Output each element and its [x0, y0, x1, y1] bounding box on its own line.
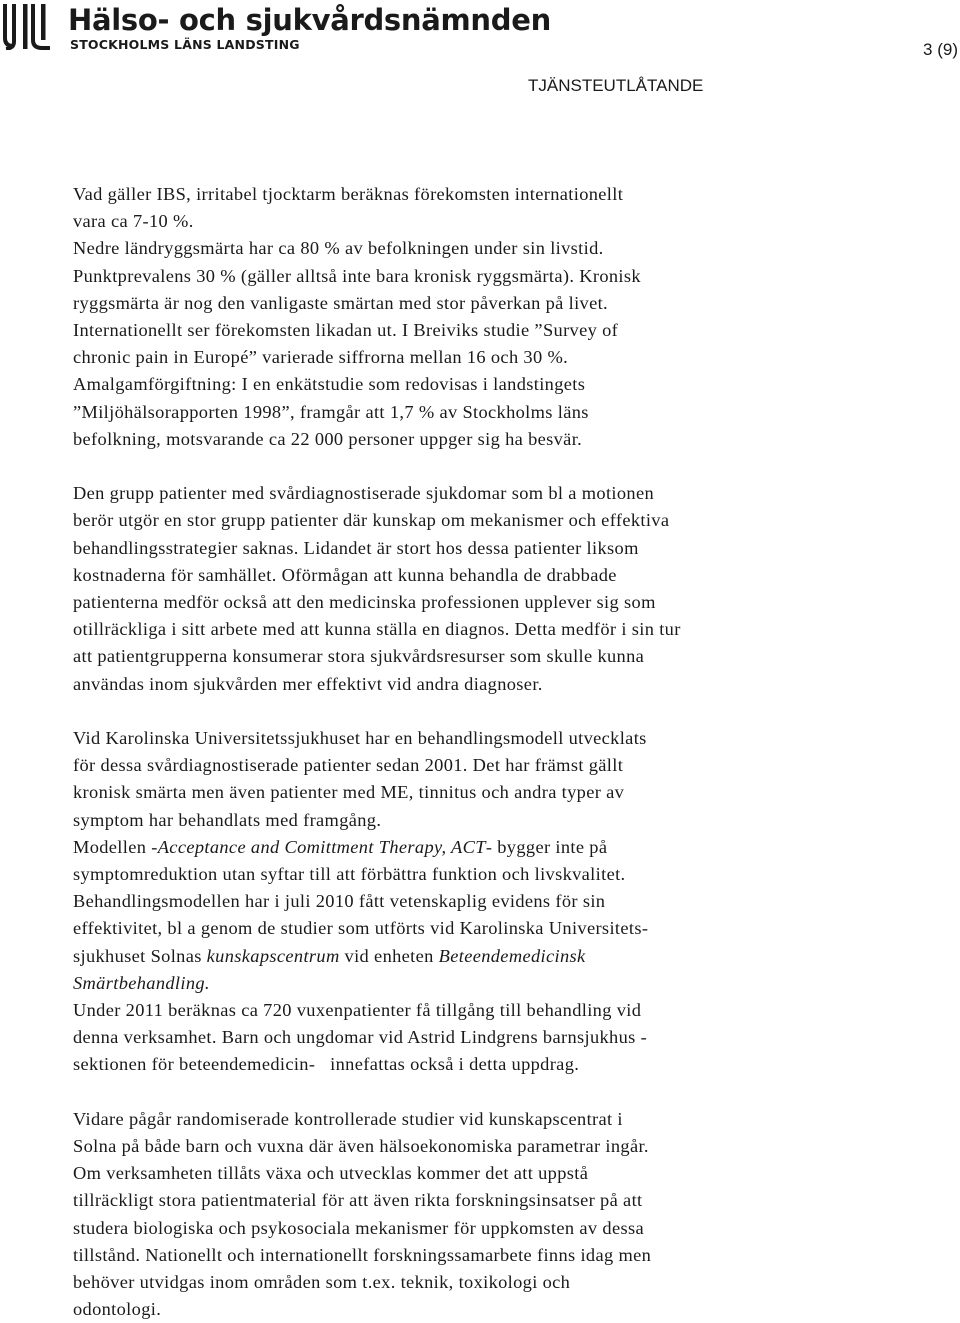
document-type: TJÄNSTEUTLÅTANDE [528, 76, 704, 95]
solnas-middle: vid enheten [339, 945, 439, 966]
text-line: sektionen för beteendemedicin- innefattas också i detta uppdrag. [73, 1054, 580, 1075]
solnas-prefix: sjukhuset Solnas [73, 945, 207, 966]
text-line: för dessa svårdiagnostiserade patienter sedan 2001. Det har främst gällt [73, 755, 624, 776]
text-line: behandlingsstrategier saknas. Lidandet är stort hos dessa patienter liksom [73, 537, 639, 558]
modellen-suffix: - bygger inte på [485, 836, 608, 857]
text-line: Punktprevalens 30 % (gäller alltså inte bara kronisk ryggsmärta). Kronisk [73, 265, 641, 286]
text-line-smartbehandling [73, 970, 803, 997]
letterhead [0, 0, 960, 95]
landsting-logo-icon [2, 2, 52, 50]
text-line: Vid Karolinska Universitetssjukhuset har en behandlingsmodell utvecklats [73, 728, 647, 749]
text-line: att patientgrupperna konsumerar stora sjukvårdsresurser som skulle kunna [73, 646, 645, 667]
text-line: otillräckliga i sitt arbete med att kunna ställa en diagnos. Detta medför i sin tur [73, 619, 681, 640]
text-line: vara ca 7-10 %. [73, 211, 194, 232]
text-line: Under 2011 beräknas ca 720 vuxenpatienter få tillgång till behandling vid [73, 1000, 642, 1021]
paragraph-karolinska [73, 725, 803, 1079]
text-line: Internationellt ser förekomsten likadan ut. I Breiviks studie ”Survey of [73, 320, 619, 341]
text-line: berör utgör en stor grupp patienter där kunskap om mekanismer och effektiva [73, 510, 670, 531]
text-line-modellen [73, 834, 803, 861]
paragraph-prevalence [73, 181, 803, 453]
text-line: symptomreduktion utan syftar till att förbättra funktion och livskvalitet. [73, 864, 626, 885]
text-line: Vad gäller IBS, irritabel tjocktarm beräknas förekomsten internationellt [73, 184, 624, 204]
paragraph-spacer [73, 453, 803, 480]
page-number: 3 (9) [923, 40, 958, 59]
text-line: tillstånd. Nationellt och internationellt forskningssamarbete finns idag men [73, 1244, 652, 1265]
modellen-prefix: Modellen - [73, 836, 158, 857]
org-name: Hälso- och sjukvårdsnämnden [68, 3, 551, 37]
text-line: ”Miljöhälsorapporten 1998”, framgår att 1,7 % av Stockholms läns [73, 401, 589, 422]
text-line: användas inom sjukvården mer effektivt vid andra diagnoser. [73, 673, 543, 694]
text-line: ryggsmärta är nog den vanligaste smärtan med stor påverkan på livet. [73, 292, 608, 313]
text-line: symptom har behandlats med framgång. [73, 809, 382, 830]
text-line: tillräckligt stora patientmaterial för att även rikta forskningsinsatser på att [73, 1190, 643, 1211]
text-line: patienterna medför också att den medicinska professionen upplever sig som [73, 592, 656, 613]
paragraph-research [73, 1106, 803, 1323]
text-line: Behandlingsmodellen har i juli 2010 fått vetenskaplig evidens för sin [73, 891, 606, 912]
text-line: denna verksamhet. Barn och ungdomar vid Astrid Lindgrens barnsjukhus - [73, 1027, 648, 1048]
text-line: behöver utvidgas inom områden som t.ex. teknik, toxikologi och [73, 1272, 571, 1293]
text-line: kostnaderna för samhället. Oförmågan att kunna behandla de drabbade [73, 564, 617, 585]
text-line: effektivitet, bl a genom de studier som utförts vid Karolinska Universitets- [73, 918, 649, 939]
text-line: Solna på både barn och vuxna där även hälsoekonomiska parametrar ingår. [73, 1136, 649, 1157]
smartbehandling-term: Smärtbehandling. [73, 972, 210, 993]
document-body [73, 181, 803, 1323]
text-line-solnas [73, 943, 803, 970]
text-line: befolkning, motsvarande ca 22 000 personer uppger sig ha besvär. [73, 428, 583, 449]
paragraph-spacer [73, 1079, 803, 1106]
paragraph-patient-group [73, 480, 803, 698]
text-line: Vidare pågår randomiserade kontrollerade studier vid kunskapscentrat i [73, 1108, 623, 1129]
text-line: kronisk smärta men även patienter med ME, tinnitus och andra typer av [73, 782, 625, 803]
paragraph-spacer [73, 698, 803, 725]
beteendemedicinsk-term: Beteendemedicinsk [438, 945, 586, 966]
act-term: Acceptance and Comittment Therapy, ACT [157, 836, 486, 857]
org-subtitle: STOCKHOLMS LÄNS LANDSTING [70, 37, 300, 52]
text-line: Amalgamförgiftning: I en enkätstudie som redovisas i landstingets [73, 374, 586, 395]
text-line: Om verksamheten tillåts växa och utvecklas kommer det att uppstå [73, 1163, 589, 1184]
text-line: Den grupp patienter med svårdiagnostiserade sjukdomar som bl a motionen [73, 483, 655, 504]
kunskapscentrum-term: kunskapscentrum [206, 945, 340, 966]
text-line: odontologi. [73, 1299, 162, 1320]
text-line: studera biologiska och psykosociala mekanismer för uppkomsten av dessa [73, 1217, 644, 1238]
text-line: chronic pain in Europé” varierade siffrorna mellan 16 och 30 %. [73, 347, 569, 368]
text-line: Nedre ländryggsmärta har ca 80 % av befolkningen under sin livstid. [73, 238, 604, 259]
